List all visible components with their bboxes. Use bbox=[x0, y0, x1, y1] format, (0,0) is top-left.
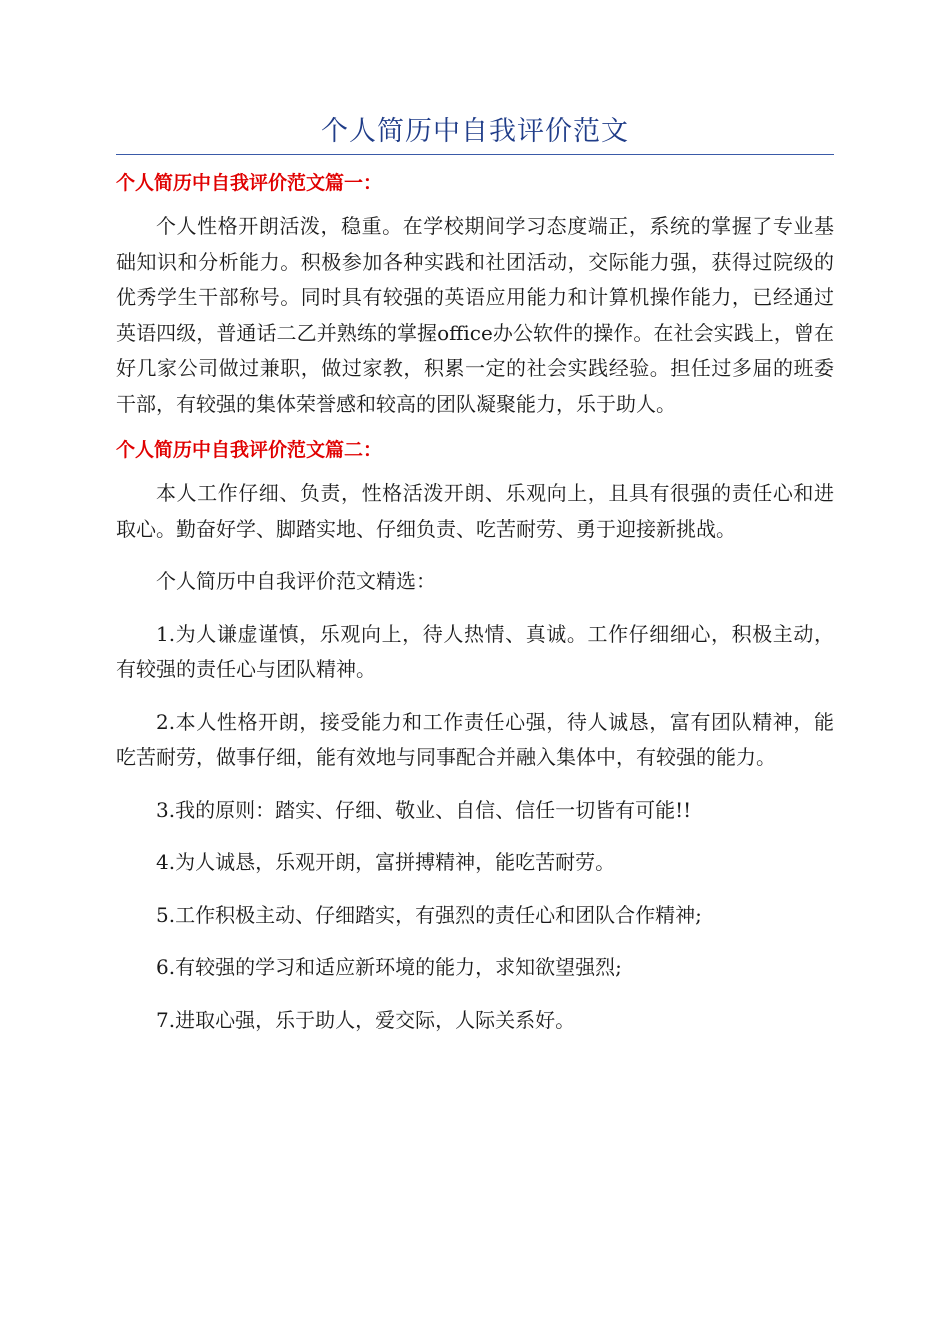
section-one-paragraph: 个人性格开朗活泼，稳重。在学校期间学习态度端正，系统的掌握了专业基础知识和分析能力。积极参加各种实践和社团活动，交际能力强，获得过院级的优秀学生干部称号。同时具有较强的英语应用能力和计算机操作能力，已经通过英语四级，普通话二乙并熟练的掌握office办公软件的操作。在社会实践上，曾在好几家公司做过兼职，做过家教，积累一定的社会实践经验。担任过多届的班委干部，有较强的集体荣誉感和较高的团队凝聚能力，乐于助人。 bbox=[116, 214, 834, 416]
section-two bbox=[116, 436, 834, 1038]
list-item: 1.为人谦虚谨慎，乐观向上，待人热情、真诚。工作仔细细心，积极主动，有较强的责任心与团队精神。 bbox=[116, 621, 834, 681]
section-one bbox=[116, 169, 834, 422]
section-two-paragraph: 本人工作仔细、负责，性格活泼开朗、乐观向上，且具有很强的责任心和进取心。勤奋好学、脚踏实地、仔细负责、吃苦耐劳、勇于迎接新挑战。 bbox=[116, 481, 834, 541]
document-page bbox=[116, 112, 834, 1038]
section-one-heading: 个人简历中自我评价范文篇一： bbox=[116, 172, 383, 194]
selected-examples-list bbox=[116, 617, 834, 1039]
list-item: 6.有较强的学习和适应新环境的能力，求知欲望强烈; bbox=[156, 955, 622, 979]
list-item: 4.为人诚恳，乐观开朗，富拼搏精神，能吃苦耐劳。 bbox=[156, 850, 616, 874]
document-title: 个人简历中自我评价范文 bbox=[116, 112, 834, 155]
list-item: 2.本人性格开朗，接受能力和工作责任心强，待人诚恳，富有团队精神，能吃苦耐劳，做事仔细，能有效地与同事配合并融入集体中，有较强的能力。 bbox=[116, 709, 834, 769]
section-two-heading: 个人简历中自我评价范文篇二： bbox=[116, 439, 383, 461]
list-item: 5.工作积极主动、仔细踏实，有强烈的责任心和团队合作精神; bbox=[156, 902, 702, 927]
list-item: 3.我的原则：踏实、仔细、敬业、自信、信任一切皆有可能!! bbox=[156, 797, 692, 822]
selected-examples-intro: 个人简历中自我评价范文精选： bbox=[156, 569, 436, 593]
list-item: 7.进取心强，乐于助人，爱交际，人际关系好。 bbox=[156, 1007, 576, 1032]
